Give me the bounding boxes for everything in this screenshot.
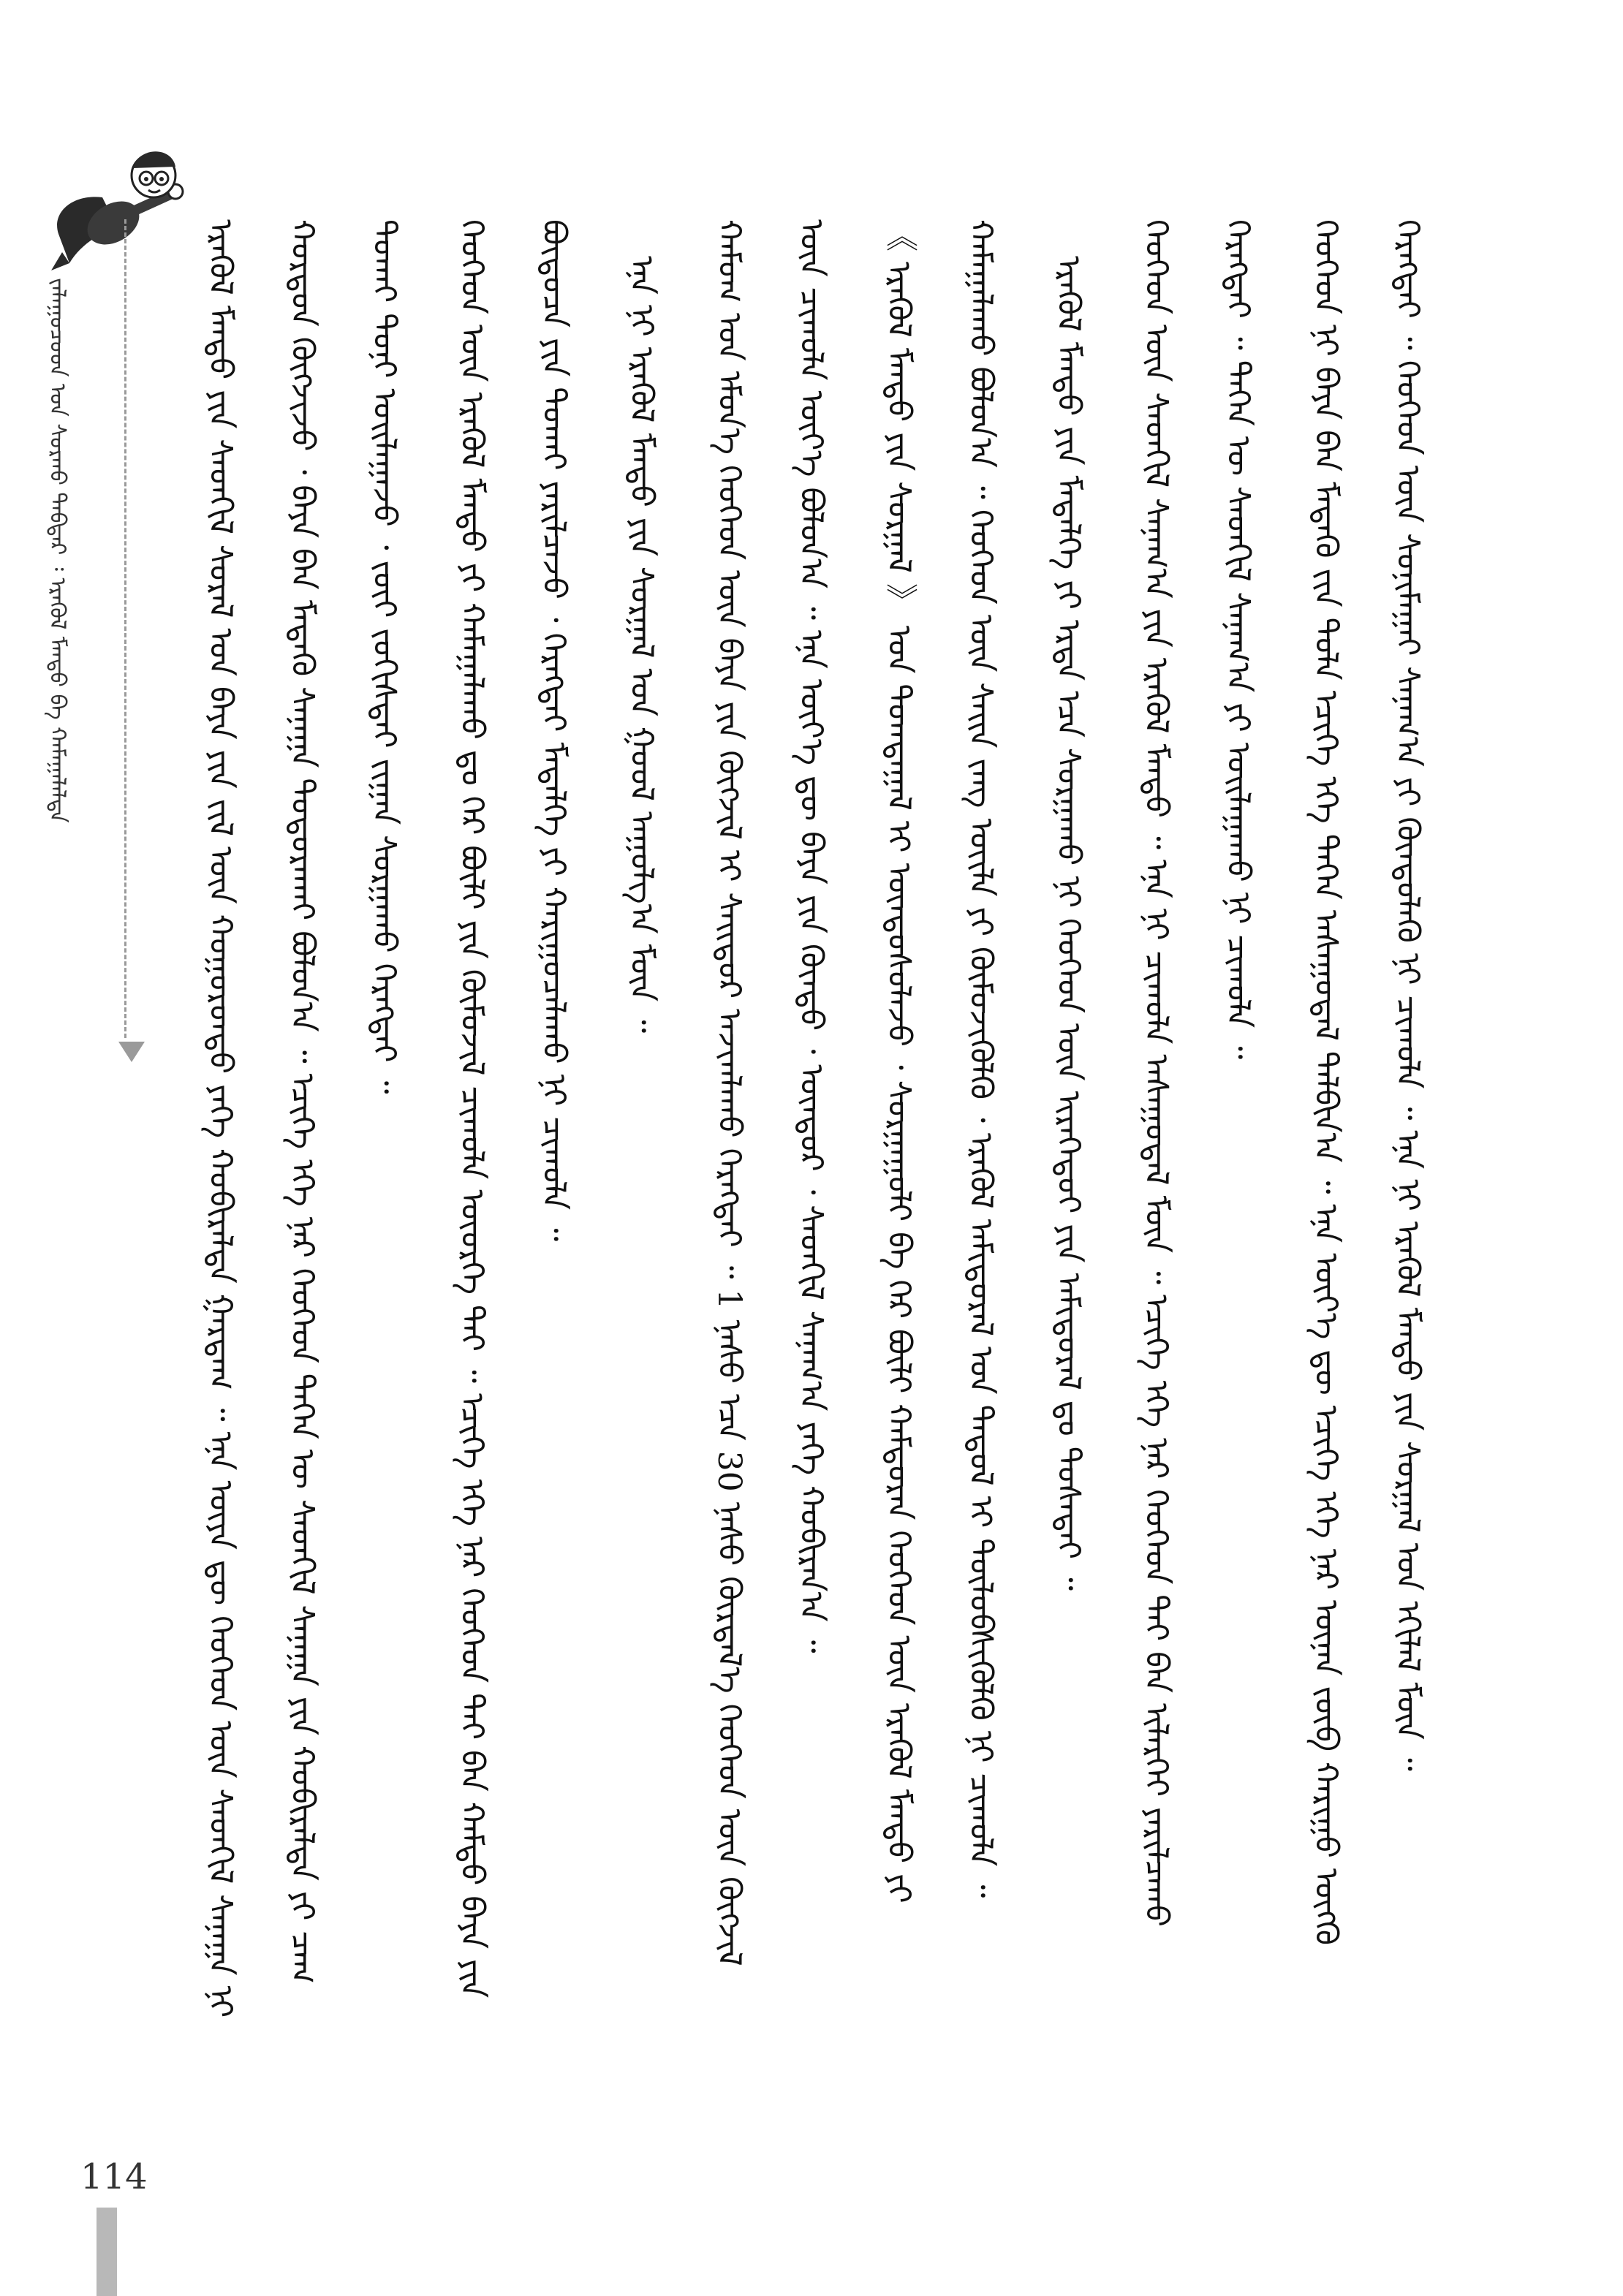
triangle-down-icon bbox=[118, 1042, 145, 1062]
page-number: 114 bbox=[80, 2156, 148, 2197]
flying-boy-mascot-icon bbox=[29, 124, 197, 278]
body-text bbox=[179, 219, 1437, 2032]
paragraph: ᠡᠷᠡᠭᠦᠯ ᠮᠡᠨᠳᠦ ᠶᠢᠨ ᠰᠡᠳᠬᠢᠯ ᠰᠤᠷᠠᠯ ᠤᠨ ᠪᠡᠶᠡ ᠶᠢᠨ ᠵᠢᠯ ᠦᠨ ᠬᠤᠭᠤᠷᠤᠨᠳᠤ ᠶᠡᠬᠡ ᠬᠤᠪᠢᠷᠠᠯᠲᠠ ᠭᠠᠷᠳᠠᠭ ᠃ ᠡᠨᠡ ᠦᠶᠡ ᠳᠦ ᠬᠡᠦᠬᠡᠳ ᠦᠨ ᠰᠡᠳᠬᠢᠯ ᠰᠠᠨᠠᠭᠠ ᠨᠢ ᠬᠤᠷᠳᠤᠨ ᠬᠦᠭᠵᠢᠵᠦ ᠂ ᠪᠡᠶᠡ ᠪᠡᠨ ᠮᠡᠳᠡᠬᠦ ᠰᠠᠨᠠᠭᠠ ᠲᠤᠳᠤᠷᠠᠬᠠᠢ ᠪᠣᠯᠤᠨ᠎ᠠ ᠃ ᠡᠴᠢᠭᠡ ᠡᠬᠡ ᠨᠠᠷ ᠬᠡᠦᠬᠡᠳ ᠲᠡᠭᠡᠨ ᠦ ᠰᠡᠳᠬᠢᠯ ᠰᠠᠨᠠᠭᠠ ᠶᠢᠨ ᠬᠤᠪᠢᠷᠠᠯᠲᠠ ᠶᠢ ᠴᠠᠭ ᠲᠤᠬᠠᠢ ᠳᠤᠨᠢ ᠣᠢᠯᠠᠭᠠᠵᠤ ᠂ ᠵᠦᠢ ᠵᠤᠬᠢᠰᠲᠠᠢ ᠵᠢᠭᠠᠨ ᠰᠤᠷᠭᠠᠬᠤ ᠬᠡᠷᠡᠭᠲᠡᠢ ᠃ bbox=[202, 219, 403, 2018]
paragraph: ᠬᠠᠮᠤᠭ ᠤᠨ ᠡᠮᠦᠨ᠎ᠡ ᠬᠡᠦᠬᠡᠳ ᠦᠨ ᠪᠡᠶᠡ ᠶᠢᠨ ᠬᠥᠭᠵᠢᠯ ᠢ ᠰᠠᠢᠲᠤᠷ ᠠᠵᠢᠭᠯᠠᠬᠤ ᠬᠡᠷᠡᠭᠲᠡᠢ ᠃ 1 ᠨᠠᠰᠤ ᠡᠴᠡ 30 ᠨᠠᠰᠤ ᠬᠦᠷᠲᠡᠯ᠎ᠡ ᠬᠡᠦᠬᠡᠳ ᠦᠨ ᠬᠥᠭᠵᠢᠯ ᠦᠨ ᠴᠢᠬᠤᠯᠠ ᠦᠶ᠎ᠡ ᠪᠣᠯᠤᠨ᠎ᠠ ᠃ ᠡᠨᠡ ᠦᠶ᠎ᠡ ᠳᠦ ᠪᠡᠶᠡ ᠶᠢᠨ ᠬᠦᠨᠳᠦ ᠂ ᠥᠨᠳᠥᠷ ᠂ ᠰᠡᠳᠬᠢᠯ ᠰᠠᠨᠠᠭ᠎ᠠ ᠶᠡᠬᠡ ᠬᠤᠪᠢᠷᠠᠨ᠎ᠠ ᠃ bbox=[711, 219, 830, 1966]
page-edge-bar bbox=[97, 2208, 117, 2296]
paragraph: ᠬᠡᠦᠬᠡᠳ ᠦᠨ ᠰᠡᠳᠬᠢᠯ ᠰᠠᠨᠠᠭ᠎ᠠ ᠶᠢᠨ ᠡᠷᠡᠭᠦᠯ ᠮᠡᠨᠳᠦ ᠃ ᠡᠨᠡ ᠨᠢ ᠴᠢᠬᠤᠯᠠ ᠠᠰᠠᠭᠤᠳᠠᠯ ᠮᠥᠨ ᠃ ᠡᠴᠢᠭᠡ ᠡᠬᠡ ᠨᠠᠷ ᠬᠡᠦᠬᠡᠳ ᠲᠡᠢ ᠪᠠᠨ ᠢᠯᠡᠷᠬᠡᠢ ᠶᠠᠷᠢᠯᠴᠠᠬᠤ ᠬᠡᠷᠡᠭᠲᠡᠢ ᠃ ᠲᠡᠭᠡᠨ ᠦ ᠰᠡᠳᠬᠢᠯ ᠰᠠᠨᠠᠭ᠎ᠠ ᠶᠢ ᠣᠢᠯᠠᠭᠠᠬᠤ ᠨᠢ ᠴᠢᠬᠤᠯᠠ ᠃ bbox=[1138, 219, 1257, 1927]
paragraph: ᠡᠨᠡ ᠨᠢ ᠡᠷᠡᠭᠦᠯ ᠮᠡᠨᠳᠦ ᠶᠢᠨ ᠰᠤᠷᠭᠠᠯ ᠤᠨ ᠭᠣᠣᠯ ᠠᠭᠤᠯᠭ᠎ᠠ ᠮᠥᠨ ᠃ bbox=[623, 256, 660, 1034]
paragraph: 《 ᠡᠷᠡᠭᠦᠯ ᠮᠡᠨᠳᠦ ᠶᠢᠨ ᠰᠤᠷᠭᠠᠯ 》 ᠤᠨ ᠲᠣᠭᠲᠠᠭᠠᠯ ᠢ ᠦᠨᠳᠦᠰᠦᠯᠡᠵᠦ ᠂ ᠰᠤᠷᠭᠠᠭᠤᠯᠢ ᠪᠠ ᠭᠡᠷ ᠪᠦᠯᠢ ᠬᠠᠮᠲᠤᠷᠠᠨ ᠬᠡᠦᠬᠡᠳ ᠦᠨ ᠡᠷᠡᠭᠦᠯ ᠮᠡᠨᠳᠦ ᠶᠢ ᠬᠠᠮᠠᠭᠠᠯᠠᠬᠤ ᠪᠣᠯᠤᠨ᠎ᠠ ᠃ ᠬᠡᠦᠬᠡᠳ ᠦᠨ ᠰᠠᠢᠨ ᠵᠠᠩ ᠦᠢᠯᠡ ᠶᠢ ᠬᠥᠮᠦᠵᠢᠭᠦᠯᠬᠦ ᠂ ᠡᠷᠡᠭᠦᠯ ᠠᠮᠢᠳᠤᠷᠠᠯ ᠤᠨ ᠳᠠᠳᠤᠯ ᠢ ᠲᠥᠯᠥᠪᠰᠢᠭᠦᠯᠬᠦ ᠨᠢ ᠴᠢᠬᠤᠯᠠ ᠃ bbox=[880, 219, 999, 1903]
paragraph: ᠬᠡᠦᠬᠡᠳ ᠦᠨ ᠡᠷᠡᠭᠦᠯ ᠮᠡᠨᠳᠦ ᠶᠢ ᠬᠠᠮᠠᠭᠠᠯᠠᠬᠤ ᠳᠤ ᠭᠡᠷ ᠪᠦᠯᠢ ᠶᠢᠨ ᠬᠦᠮᠦᠵᠢᠯ ᠴᠢᠬᠤᠯᠠ ᠦᠦᠷᠭᠡ ᠲᠡᠢ ᠃ ᠡᠴᠢᠭᠡ ᠡᠬᠡ ᠨᠠᠷ ᠬᠡᠦᠬᠡᠳ ᠲᠡᠢ ᠪᠠᠨ ᠬᠠᠮᠲᠤ ᠪᠡᠶᠡ ᠶᠢᠨ ᠪᠦᠲᠦᠴᠡ ᠶᠢᠨ ᠲᠤᠬᠠᠢ ᠶᠠᠷᠢᠯᠴᠠᠵᠤ ᠂ ᠬᠡᠷᠡᠭᠲᠡᠢ ᠮᠡᠳᠡᠯᠭᠡ ᠶᠢ ᠬᠠᠷᠢᠭᠤᠴᠠᠯᠠᠬᠤ ᠨᠢ ᠴᠢᠬᠤᠯᠠ ᠃ bbox=[453, 219, 572, 1998]
paragraph: ᠬᠡᠦᠬᠡᠳ ᠨᠢ ᠪᠡᠶᠡ ᠪᠡᠨ ᠮᠡᠳᠡᠬᠦ ᠵᠢᠨ ᠲᠤᠯᠠ ᠡᠴᠢᠭᠡ ᠡᠬᠡ ᠳᠡᠭᠡᠨ ᠠᠰᠠᠭᠤᠳᠠᠯ ᠲᠠᠯᠪᠢᠨ᠎ᠠ ᠃ ᠡᠨᠡ ᠦᠶ᠎ᠡ ᠳᠦ ᠡᠴᠢᠭᠡ ᠡᠬᠡ ᠨᠠᠷ ᠦᠨᠡᠨ ᠵᠥᠪ ᠬᠠᠷᠢᠭᠤ ᠥᠭᠬᠦ ᠬᠡᠷᠡᠭᠲᠡᠢ ᠃ ᠬᠡᠦᠬᠡᠳ ᠦᠨ ᠰᠣᠨᠢᠮᠠᠭᠠᠢ ᠰᠠᠨᠠᠭ᠎ᠠ ᠶᠢ ᠬᠦᠨᠳᠦᠯᠡᠬᠦ ᠨᠢ ᠴᠢᠬᠤᠯᠠ ᠃ ᠡᠨᠡ ᠨᠢ ᠡᠷᠡᠭᠦᠯ ᠮᠡᠨᠳᠦ ᠶᠢᠨ ᠰᠤᠷᠭᠠᠯ ᠤᠨ ᠡᠬᠢᠯᠡᠯ ᠮᠥᠨ ᠃ bbox=[1307, 219, 1426, 1946]
paragraph: ᠡᠷᠡᠭᠦᠯ ᠮᠡᠨᠳᠦ ᠶᠢᠨ ᠮᠡᠳᠡᠯᠭᠡ ᠶᠢ ᠡᠷᠲᠡ ᠡᠴᠡ ᠰᠤᠷᠭᠠᠬᠤ ᠨᠢ ᠬᠡᠦᠬᠡᠳ ᠦᠨ ᠢᠷᠡᠭᠡᠳᠦᠢ ᠶᠢᠨ ᠠᠮᠢᠳᠤᠷᠠᠯ ᠳᠤ ᠲᠤᠰᠠᠲᠠᠢ ᠃ bbox=[1050, 256, 1087, 1591]
running-header: ᠵᠠᠯᠠᠭᠤᠴᠤᠳ ᠤᠨ ᠰᠤᠷᠬᠤ ᠳᠡᠪᠲᠡᠷ ᠄ ᠡᠷᠡᠭᠦᠯ ᠮᠡᠨᠳᠦ ᠪᠠ ᠬᠠᠮᠠᠭᠠᠯᠠᠯᠲᠠ bbox=[45, 278, 70, 823]
header-dashed-rule bbox=[124, 219, 126, 1038]
